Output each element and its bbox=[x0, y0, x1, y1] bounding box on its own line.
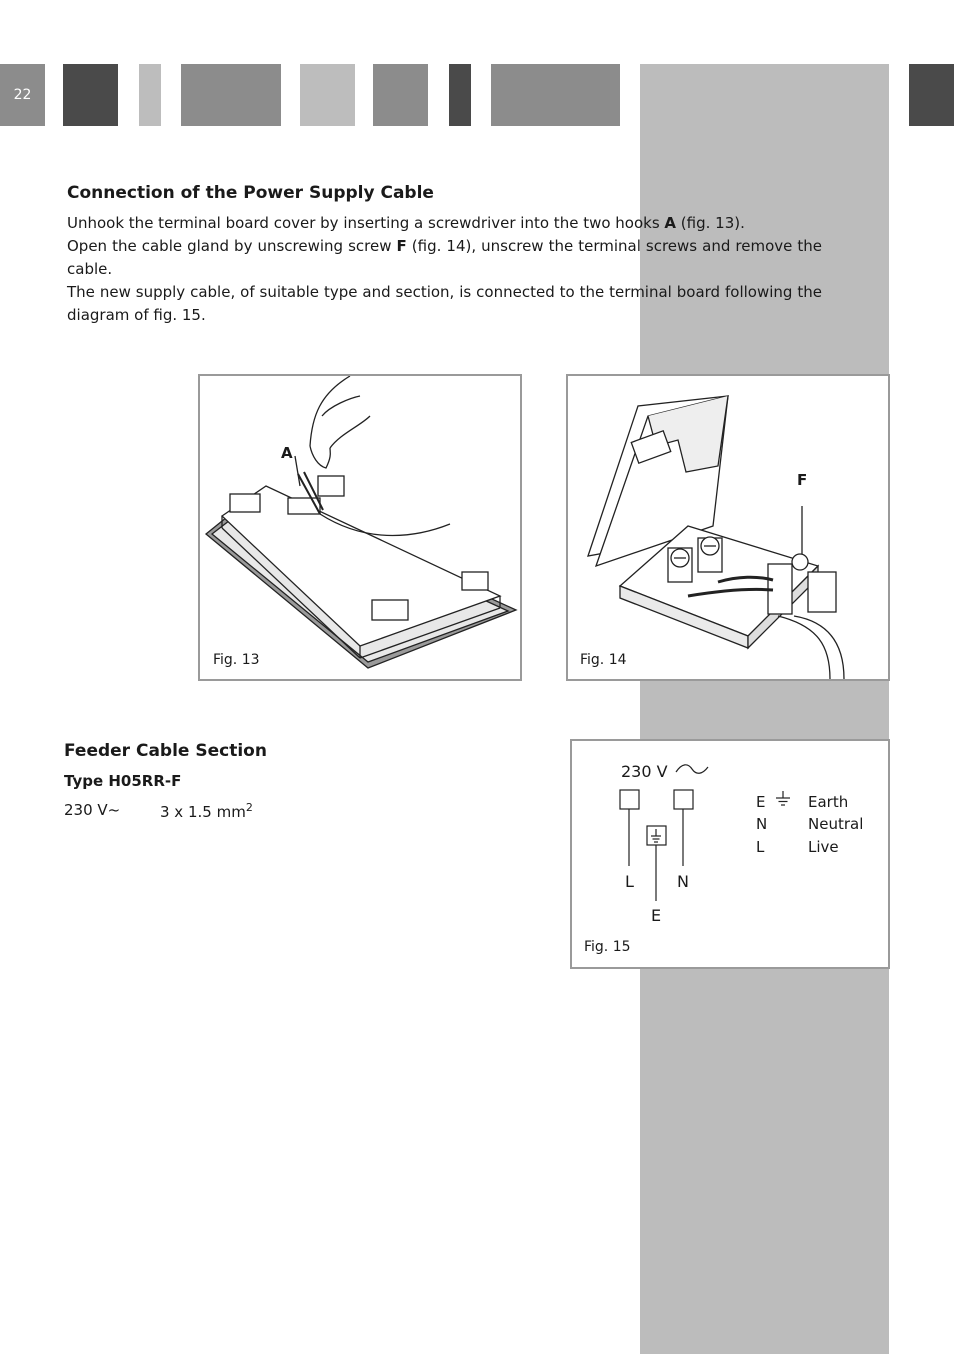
header-block bbox=[373, 64, 428, 126]
section-title-power-supply: Connection of the Power Supply Cable bbox=[67, 183, 434, 203]
header-block bbox=[300, 64, 355, 126]
wiring-diagram bbox=[572, 741, 888, 967]
terminal-L-icon bbox=[620, 790, 639, 809]
header-block bbox=[909, 64, 954, 126]
earth-symbol-icon bbox=[776, 791, 790, 805]
terminal-N-icon bbox=[674, 790, 693, 809]
legend-name: Neutral bbox=[808, 815, 864, 833]
terminal-board-illustration bbox=[568, 376, 888, 679]
figure-caption: Fig. 13 bbox=[213, 652, 260, 668]
text: Unhook the terminal board cover by inserting a screwdriver into the two hooks bbox=[67, 214, 665, 232]
section-title-feeder-cable: Feeder Cable Section bbox=[64, 741, 267, 761]
cable-size-exponent: 2 bbox=[245, 801, 253, 814]
cable-size-value: 3 x 1.5 mm bbox=[160, 803, 246, 821]
figure-14 bbox=[566, 374, 890, 681]
header-block bbox=[491, 64, 620, 126]
header-block bbox=[449, 64, 471, 126]
figure-15 bbox=[570, 739, 890, 969]
wire-label-L: L bbox=[625, 872, 634, 891]
figure-13 bbox=[198, 374, 522, 681]
label-bold: F bbox=[396, 237, 407, 255]
paragraph-line: The new supply cable, of suitable type and section, is connected to the terminal board following the diagram of fig. 15. bbox=[67, 283, 822, 324]
cable-voltage: 230 V~ bbox=[64, 801, 121, 819]
legend-code: N bbox=[756, 815, 768, 833]
legend-name: Earth bbox=[808, 793, 849, 811]
voltage-label: 230 V bbox=[621, 762, 668, 781]
legend-code: L bbox=[756, 838, 765, 856]
figure-caption: Fig. 15 bbox=[584, 939, 631, 955]
cable-type: Type H05RR-F bbox=[64, 772, 182, 790]
header-block bbox=[181, 64, 281, 126]
wire-label-N: N bbox=[677, 872, 689, 891]
label-bold: A bbox=[664, 214, 677, 232]
header-block bbox=[139, 64, 161, 126]
callout-label-F: F bbox=[797, 471, 808, 489]
legend-code: E bbox=[756, 793, 766, 811]
paragraph-line bbox=[67, 212, 822, 235]
legend-name: Live bbox=[808, 838, 839, 856]
callout-label-A: A bbox=[281, 444, 293, 462]
ac-tilde-icon bbox=[676, 765, 708, 773]
header-block bbox=[63, 64, 118, 126]
page-number: 22 bbox=[0, 64, 45, 126]
hob-illustration bbox=[200, 376, 520, 679]
paragraph-line bbox=[67, 235, 822, 281]
section-body bbox=[67, 212, 822, 327]
text: (fig. 13). bbox=[676, 214, 745, 232]
text: (fig. 14), unscrew the terminal screws and remove the cable. bbox=[67, 237, 822, 278]
figure-caption: Fig. 14 bbox=[580, 652, 627, 668]
cable-size bbox=[160, 801, 253, 821]
text: Open the cable gland by unscrewing screw bbox=[67, 237, 397, 255]
wire-label-E: E bbox=[651, 906, 662, 925]
